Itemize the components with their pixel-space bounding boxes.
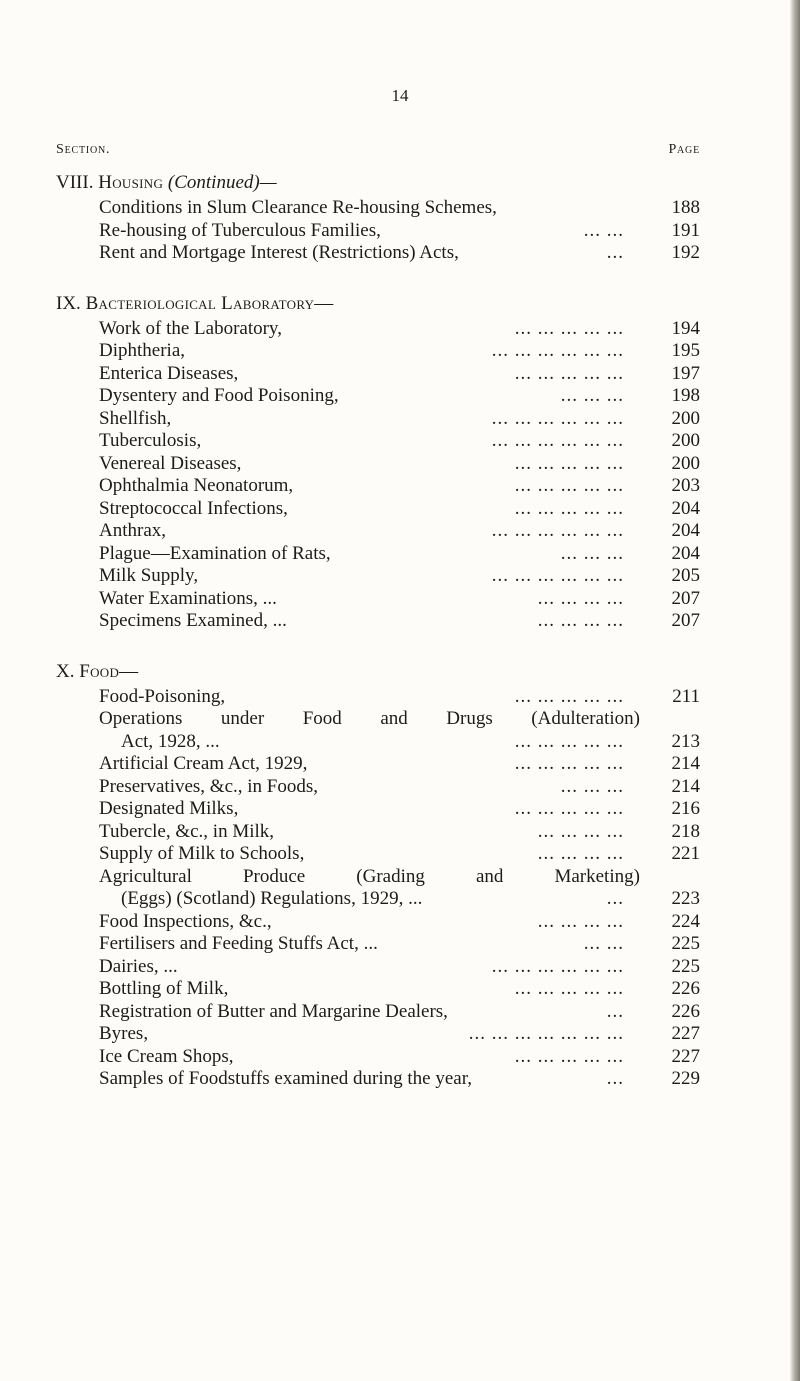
- toc-entry: [56, 911, 700, 934]
- entry-title: Work of the Laboratory,: [99, 317, 282, 339]
- entry-title: Shellfish,: [99, 407, 172, 429]
- toc-entry: [56, 798, 700, 821]
- toc-entry: [56, 408, 700, 431]
- toc-entry: [56, 888, 700, 911]
- page-column-header: Page: [668, 142, 700, 157]
- toc-entry: [56, 1001, 700, 1024]
- toc-entry: [56, 453, 700, 476]
- leader-dots: ... ... ... ... ...: [514, 685, 624, 707]
- entry-page-number: 213: [671, 730, 700, 752]
- entry-title: Enterica Diseases,: [99, 362, 239, 384]
- toc-entry: [56, 385, 700, 408]
- toc-entry: [56, 843, 700, 866]
- leader-dots: ... ... ... ...: [537, 610, 624, 631]
- section-heading: [56, 168, 700, 197]
- toc-entry: [56, 821, 700, 844]
- toc-entry: [56, 197, 700, 220]
- toc-entry: [56, 430, 700, 453]
- leader-dots: ... ... ... ... ...: [514, 362, 624, 384]
- leader-dots: ... ... ...: [560, 385, 624, 406]
- entry-page-number: 224: [671, 910, 700, 932]
- table-of-contents: [56, 168, 700, 1115]
- leader-dots: ... ... ... ... ... ...: [491, 340, 624, 361]
- entry-title: Operations under Food and Drugs (Adulteration): [99, 708, 640, 729]
- entry-title: Byres,: [99, 1023, 149, 1044]
- leader-dots: ...: [606, 888, 624, 909]
- toc-entry-line: [56, 866, 700, 889]
- leader-dots: ... ... ... ... ...: [514, 1045, 624, 1067]
- entry-page-number: 200: [671, 452, 700, 474]
- entry-title: Fertilisers and Feeding Stuffs Act, ...: [99, 933, 378, 954]
- entry-page-number: 205: [671, 565, 700, 586]
- column-headers: [56, 142, 700, 158]
- leader-dots: ... ... ... ... ...: [514, 753, 624, 774]
- entry-title: Water Examinations, ...: [99, 587, 277, 609]
- entry-page-number: 216: [671, 798, 700, 819]
- entry-title: Food Inspections, &c.,: [99, 910, 272, 932]
- leader-dots: ...: [606, 1000, 624, 1022]
- toc-entry: [56, 610, 700, 633]
- page-number: 14: [391, 86, 409, 105]
- leader-dots: ... ... ... ...: [537, 587, 624, 609]
- toc-entry: [56, 242, 700, 265]
- section-title-suffix: (Continued)—: [167, 172, 277, 193]
- entry-page-number: 227: [671, 1045, 700, 1067]
- entry-title: Diphtheria,: [99, 340, 186, 361]
- leader-dots: ... ... ... ... ... ...: [491, 565, 624, 586]
- entry-page-number: 218: [671, 820, 700, 842]
- leader-dots: ... ... ... ... ...: [514, 475, 624, 496]
- toc-entry: [56, 956, 700, 979]
- section-title: Bacteriological Laboratory—: [85, 292, 334, 314]
- entry-title: Dairies, ...: [99, 955, 178, 977]
- entry-title: Streptococcal Infections,: [99, 497, 288, 519]
- toc-entry: [56, 318, 700, 341]
- entry-page-number: 229: [671, 1068, 700, 1089]
- entry-title: Bottling of Milk,: [99, 978, 229, 999]
- toc-entry: [56, 753, 700, 776]
- leader-dots: ... ... ... ... ...: [514, 497, 624, 519]
- toc-entry-line: [56, 708, 700, 731]
- toc-entry: [56, 498, 700, 521]
- entry-page-number: 214: [671, 753, 700, 774]
- entry-title: Specimens Examined, ...: [99, 610, 287, 631]
- entry-page-number: 204: [671, 497, 700, 519]
- toc-section: [56, 168, 700, 265]
- entry-page-number: 200: [671, 407, 700, 429]
- entry-page-number: 200: [671, 430, 700, 451]
- entry-title: Re-housing of Tuberculous Families,: [99, 219, 381, 241]
- leader-dots: ...: [606, 1068, 624, 1089]
- leader-dots: ... ...: [583, 219, 624, 241]
- entry-title: Agricultural Produce (Grading and Marketing): [99, 865, 640, 887]
- leader-dots: ... ... ... ... ... ...: [491, 407, 624, 429]
- toc-entry: [56, 731, 700, 754]
- section-heading: [56, 657, 700, 686]
- entry-page-number: 192: [671, 242, 700, 263]
- entry-page-number: 191: [671, 219, 700, 241]
- toc-entry: [56, 565, 700, 588]
- leader-dots: ...: [606, 242, 624, 263]
- entry-title: (Eggs) (Scotland) Regulations, 1929, ...: [121, 888, 423, 909]
- entry-title: Dysentery and Food Poisoning,: [99, 385, 339, 406]
- entry-page-number: 225: [671, 933, 700, 954]
- entry-page-number: 197: [671, 362, 700, 384]
- entry-page-number: 214: [671, 775, 700, 797]
- entry-page-number: 204: [671, 520, 700, 541]
- entry-page-number: 195: [671, 340, 700, 361]
- section-numeral: X.: [56, 660, 75, 682]
- entry-page-number: 226: [671, 978, 700, 999]
- entry-title: Ice Cream Shops,: [99, 1045, 234, 1067]
- toc-entry: [56, 220, 700, 243]
- entry-page-number: 207: [671, 610, 700, 631]
- toc-section: [56, 289, 700, 633]
- leader-dots: ... ... ... ...: [537, 910, 624, 932]
- toc-entry: [56, 475, 700, 498]
- section-title: Housing: [98, 172, 164, 193]
- toc-entry: [56, 520, 700, 543]
- entry-title: Anthrax,: [99, 520, 167, 541]
- leader-dots: ... ... ... ... ...: [514, 452, 624, 474]
- toc-entry: [56, 340, 700, 363]
- leader-dots: ... ... ... ... ...: [514, 978, 624, 999]
- entry-page-number: 227: [671, 1023, 700, 1044]
- entry-page-number: 207: [671, 587, 700, 609]
- leader-dots: ... ... ... ... ...: [514, 317, 624, 339]
- entry-title: Preservatives, &c., in Foods,: [99, 775, 319, 797]
- toc-entry: [56, 588, 700, 611]
- entry-title: Samples of Foodstuffs examined during the year,: [99, 1068, 473, 1089]
- entry-title: Supply of Milk to Schools,: [99, 843, 305, 864]
- leader-dots: ... ... ... ... ... ...: [491, 955, 624, 977]
- toc-section: [56, 657, 700, 1091]
- section-heading: [56, 289, 700, 318]
- leader-dots: ... ... ... ...: [537, 820, 624, 842]
- leader-dots: ... ... ... ... ... ...: [491, 520, 624, 541]
- entry-title: Registration of Butter and Margarine Dealers,: [99, 1000, 448, 1022]
- entry-page-number: 225: [671, 955, 700, 977]
- leader-dots: ... ... ... ...: [537, 843, 624, 864]
- entry-page-number: 188: [671, 197, 700, 218]
- entry-title: Tubercle, &c., in Milk,: [99, 820, 275, 842]
- entry-page-number: 221: [671, 843, 700, 864]
- toc-entry: [56, 1068, 700, 1091]
- page-edge-shadow: [790, 0, 800, 1381]
- entry-title: Artificial Cream Act, 1929,: [99, 753, 308, 774]
- leader-dots: ... ... ... ... ... ... ...: [468, 1023, 624, 1044]
- leader-dots: ... ... ... ... ...: [514, 798, 624, 819]
- toc-entry: [56, 543, 700, 566]
- section-numeral: VIII.: [56, 172, 94, 193]
- entry-page-number: 198: [671, 385, 700, 406]
- entry-title: Conditions in Slum Clearance Re-housing Schemes,: [99, 197, 497, 218]
- entry-title: Rent and Mortgage Interest (Restrictions) Acts,: [99, 242, 459, 263]
- entry-title: Act, 1928, ...: [121, 730, 220, 752]
- toc-entry: [56, 1023, 700, 1046]
- entry-title: Plague—Examination of Rats,: [99, 542, 331, 564]
- toc-entry: [56, 978, 700, 1001]
- toc-entry: [56, 1046, 700, 1069]
- entry-title: Tuberculosis,: [99, 430, 202, 451]
- entry-page-number: 223: [671, 888, 700, 909]
- toc-entry: [56, 686, 700, 709]
- entry-page-number: 203: [671, 475, 700, 496]
- leader-dots: ... ...: [583, 933, 624, 954]
- leader-dots: ... ... ...: [560, 775, 624, 797]
- entry-page-number: 194: [671, 317, 700, 339]
- entry-page-number: 211: [672, 685, 700, 707]
- entry-title: Food-Poisoning,: [99, 685, 226, 707]
- toc-entry: [56, 776, 700, 799]
- leader-dots: ... ... ... ... ... ...: [491, 430, 624, 451]
- leader-dots: ... ... ... ... ...: [514, 730, 624, 752]
- section-column-header: Section.: [56, 142, 111, 157]
- entry-page-number: 204: [671, 542, 700, 564]
- leader-dots: ... ... ...: [560, 542, 624, 564]
- toc-entry: [56, 933, 700, 956]
- section-numeral: IX.: [56, 292, 81, 314]
- entry-title: Designated Milks,: [99, 798, 239, 819]
- entry-title: Ophthalmia Neonatorum,: [99, 475, 294, 496]
- entry-page-number: 226: [671, 1000, 700, 1022]
- toc-entry: [56, 363, 700, 386]
- entry-title: Venereal Diseases,: [99, 452, 242, 474]
- section-title: Food—: [79, 660, 139, 682]
- entry-title: Milk Supply,: [99, 565, 199, 586]
